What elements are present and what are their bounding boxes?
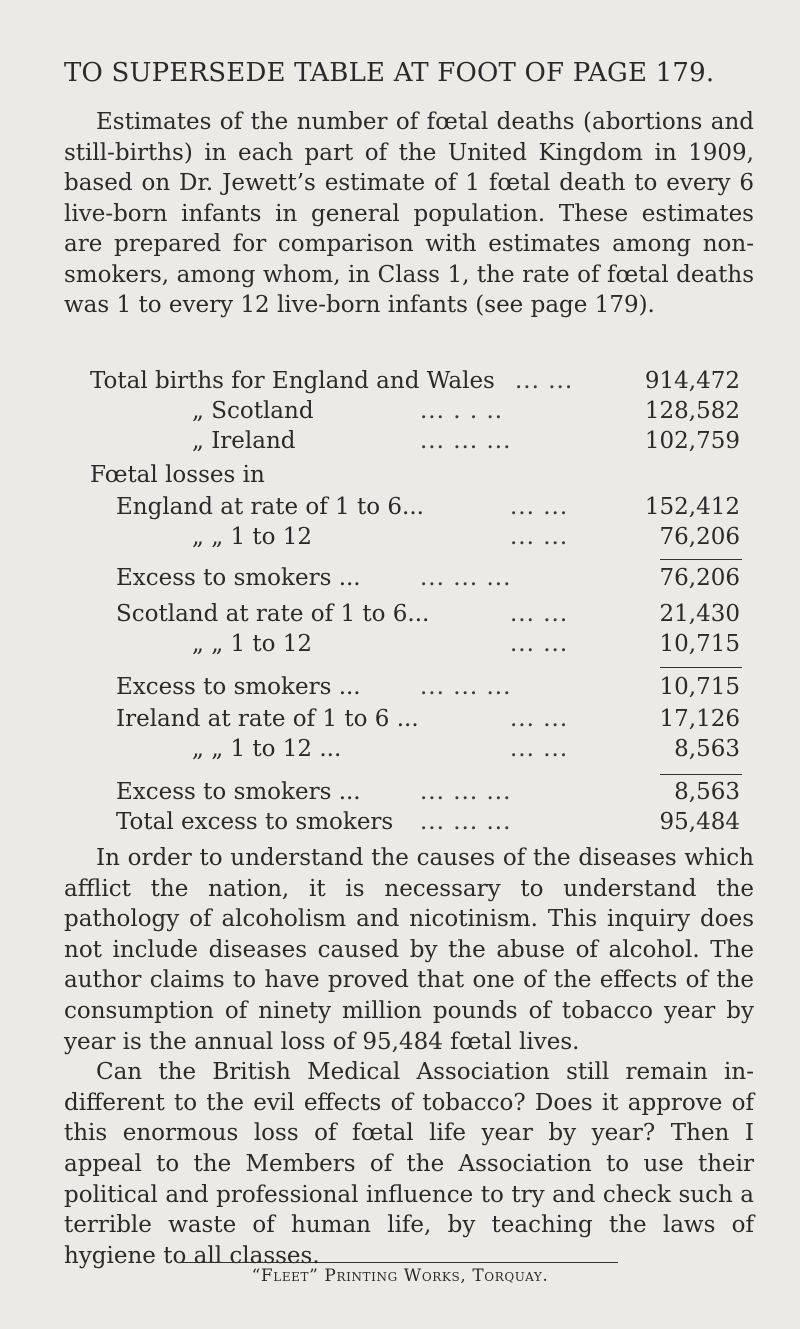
row-leader: ... ... ... <box>420 674 512 700</box>
table-row <box>0 777 800 807</box>
row-label: Excess to smokers ... <box>116 674 361 700</box>
row-label: Excess to smokers ... <box>116 779 361 805</box>
row-value: 914,472 <box>644 368 740 394</box>
printer-imprint <box>0 1266 800 1286</box>
row-value: 95,484 <box>659 809 740 835</box>
intro-paragraph: Estimates of the number of fœtal deaths (abortions and still-births) in each part of the United Kingdom in 1909, based on Dr. Jewett’s estimate of 1 fœtal death to every 6 live-born infants in general population. These estimates are prepared for comparison with estimates among non-smokers, among whom, in Class 1, the rate of fœtal deaths was 1 to every 12 live-born infants (see page 179). <box>64 109 754 318</box>
row-leader: ... ... ... <box>420 565 512 591</box>
row-leader: ... ... <box>510 601 569 627</box>
row-label: Scotland at rate of 1 to 6... <box>116 601 430 627</box>
table-row <box>0 599 800 629</box>
row-label: „ „ 1 to 12 <box>192 631 313 657</box>
row-leader: ... ... ... <box>420 809 512 835</box>
row-value: 76,206 <box>659 524 740 550</box>
row-label: England at rate of 1 to 6... <box>116 494 424 520</box>
row-leader: ... ... <box>510 736 569 762</box>
row-label: Ireland at rate of 1 to 6 ... <box>116 706 419 732</box>
row-value: 21,430 <box>659 601 740 627</box>
table-row <box>0 366 800 396</box>
row-label: Total excess to smokers <box>116 809 394 835</box>
body-paragraph-1: In order to understand the causes of the diseases which afflict the nation, it is necessary to understand the pathology of alcoholism and nicotinism. This inquiry does not include diseases caused by the abuse of alcohol. The author claims to have proved that one of the effects of the consumption of ninety million pounds of tobacco year by year is the annual loss of 95,484 fœtal lives. <box>64 845 754 1055</box>
row-label: Excess to smokers ... <box>116 565 361 591</box>
body-text <box>64 843 754 1271</box>
table-row <box>0 460 800 490</box>
row-label: „ Scotland <box>192 398 314 424</box>
row-label: „ „ 1 to 12 <box>192 524 313 550</box>
subtotal-rule <box>660 559 742 560</box>
table-row <box>0 704 800 734</box>
page-heading: TO SUPERSEDE TABLE AT FOOT OF PAGE 179. <box>64 58 715 88</box>
row-value: 128,582 <box>644 398 740 424</box>
table-row <box>0 672 800 702</box>
subtotal-rule <box>660 667 742 668</box>
row-value: 17,126 <box>659 706 740 732</box>
row-label: „ Ireland <box>192 428 296 454</box>
printer-imprint-text: “Fleet” Printing Works, Torquay. <box>251 1266 549 1286</box>
row-label: „ „ 1 to 12 ... <box>192 736 342 762</box>
table-row <box>0 426 800 456</box>
table-row <box>0 396 800 426</box>
subtotal-rule <box>660 774 742 775</box>
row-leader: ... ... <box>510 631 569 657</box>
table-row <box>0 563 800 593</box>
row-leader: ... ... ... <box>420 428 512 454</box>
row-value: 152,412 <box>644 494 740 520</box>
table-row <box>0 734 800 764</box>
row-label: Fœtal losses in <box>90 462 265 488</box>
table-row <box>0 492 800 522</box>
row-leader: ... . . .. <box>420 398 504 424</box>
footer-rule <box>178 1262 618 1263</box>
row-leader: ... ... <box>510 524 569 550</box>
table-row <box>0 629 800 659</box>
table-row <box>0 807 800 837</box>
row-leader: ... ... <box>510 706 569 732</box>
row-leader: ... ... ... <box>420 779 512 805</box>
row-leader: ... ... <box>510 494 569 520</box>
table-row <box>0 522 800 552</box>
row-leader: ... ... <box>515 368 574 394</box>
row-value: 8,563 <box>674 779 740 805</box>
row-value: 8,563 <box>674 736 740 762</box>
row-value: 102,759 <box>644 428 740 454</box>
body-paragraph-2: Can the British Medical Association still remain in-different to the evil effects of tobacco? Does it approve of this enormous loss of fœtal life year by year? Then I appeal to the Members of the Association to use their political and professional influence to try and check such a terrible waste of human life, by teaching the laws of hygiene to all classes. <box>64 1059 754 1269</box>
row-value: 10,715 <box>659 674 740 700</box>
row-value: 10,715 <box>659 631 740 657</box>
row-label: Total births for England and Wales <box>90 368 495 394</box>
row-value: 76,206 <box>659 565 740 591</box>
